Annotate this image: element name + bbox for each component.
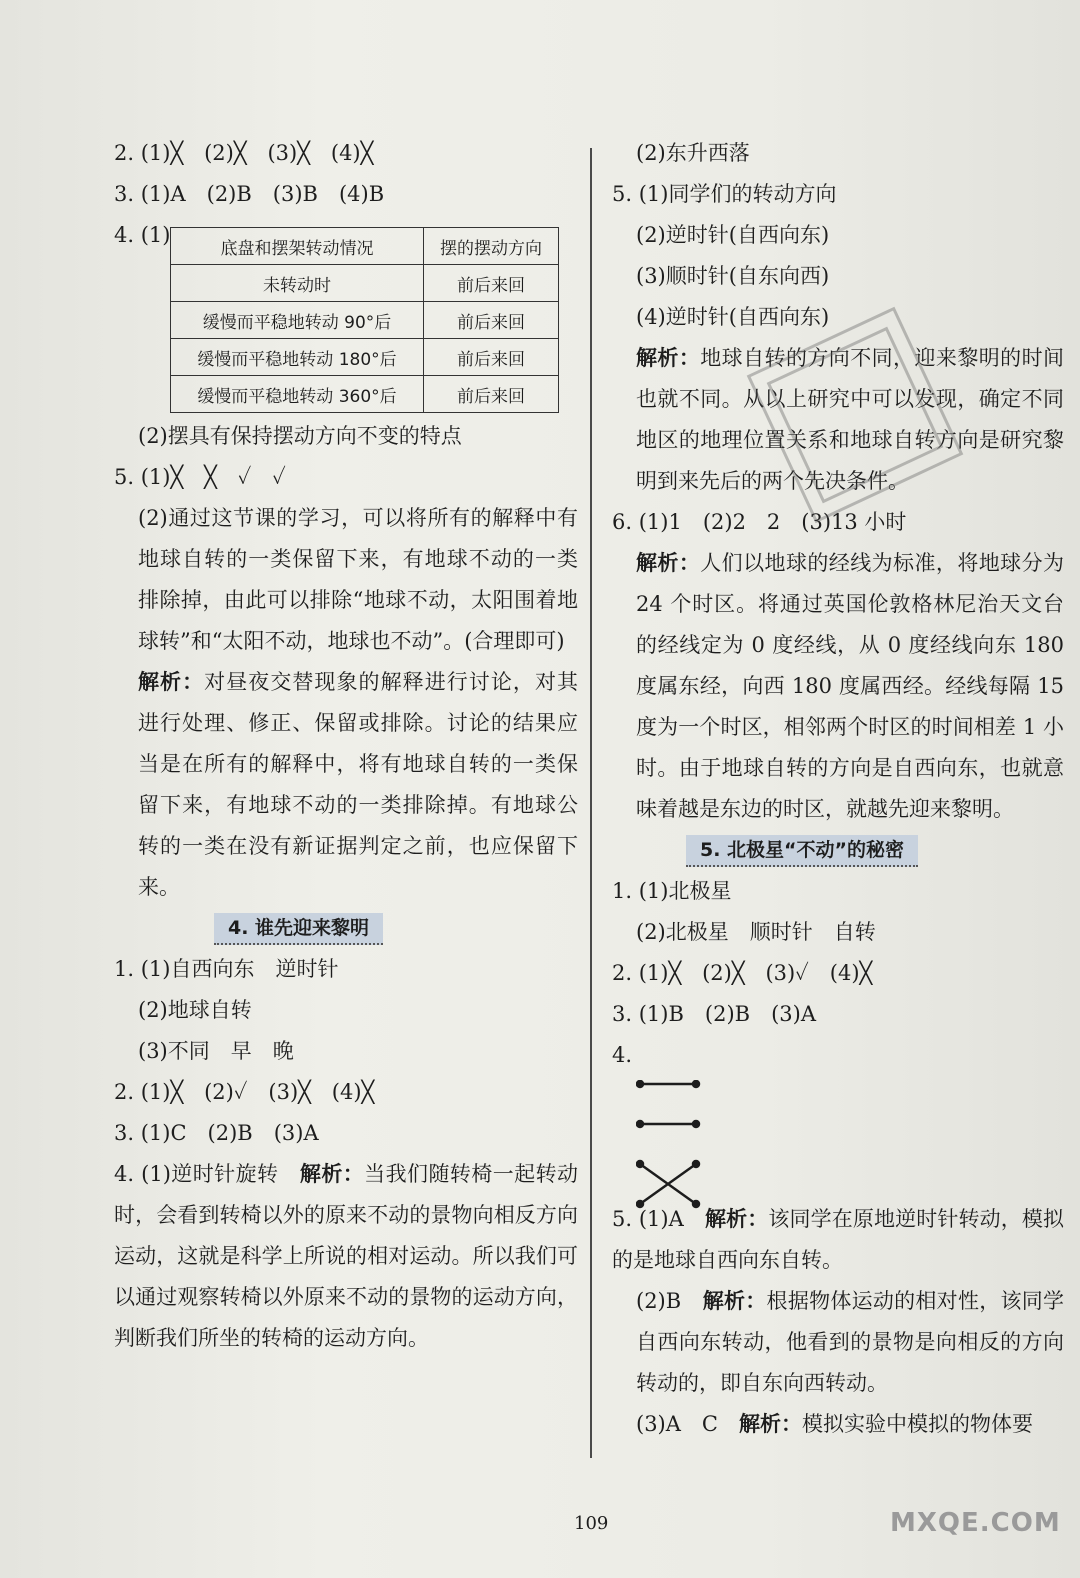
answer-2: 2. (1)╳ (2)╳ (3)╳ (4)╳ bbox=[114, 141, 374, 165]
answer-4-2: (2)摆具有保持摆动方向不变的特点 bbox=[138, 424, 462, 448]
analysis-label: 解析： bbox=[138, 670, 205, 694]
table-cell: 缓慢而平稳地转动 360°后 bbox=[171, 376, 424, 413]
match-dot bbox=[637, 1081, 643, 1087]
table-cell: 前后来回 bbox=[424, 265, 559, 302]
s5-answer-4: 4. bbox=[612, 1043, 633, 1067]
s5-answer-1a: 1. (1)北极星 bbox=[612, 879, 732, 903]
s4-answer-4-head: 4. (1)逆时针旋转 bbox=[114, 1162, 279, 1186]
r-answer-5-1: 5. (1)同学们的转动方向 bbox=[612, 182, 837, 206]
table-row bbox=[171, 265, 559, 302]
stamp-mark bbox=[745, 305, 965, 525]
column-divider bbox=[590, 148, 592, 1458]
section-4-header bbox=[114, 908, 578, 949]
analysis-label: 解析： bbox=[738, 1412, 802, 1436]
match-dot bbox=[637, 1121, 643, 1127]
r-analysis-5-text: 地球自转的方向不同，迎来黎明的时间也就不同。从以上研究中可以发现，确定不同地区的地理位置关系和地球自转方向是研究黎明到来先后的两个先决条件。 bbox=[636, 346, 1065, 493]
r-answer-5-4: (4)逆时针(自西向东) bbox=[636, 305, 830, 329]
s4-answer-1c: (3)不同 早 晚 bbox=[138, 1039, 294, 1063]
s5-answer-5b-head: (2)B bbox=[636, 1289, 682, 1313]
table-cell: 未转动时 bbox=[171, 265, 424, 302]
analysis-label: 解析： bbox=[636, 346, 701, 370]
table-header-cell: 摆的摆动方向 bbox=[424, 228, 559, 265]
answer-5-1: 5. (1)╳ ╳ ✓ ✓ bbox=[114, 465, 286, 489]
answer-4-label: 4. (1) bbox=[114, 223, 171, 247]
s4-analysis-4-text: 当我们随转椅一起转动时，会看到转椅以外的原来不动的景物向相反方向运动，这就是科学上所说的相对运动。所以我们可以通过观察转椅以外原来不动的景物的运动方向，判断我们所坐的转椅的运动方向。 bbox=[114, 1162, 579, 1350]
r-answer-5-3: (3)顺时针(自东向西) bbox=[636, 264, 830, 288]
table-header-row bbox=[171, 228, 559, 265]
r-answer-6: 6. (1)1 (2)2 2 (3)13 小时 bbox=[612, 510, 907, 534]
answer-5-2-text: (2)通过这节课的学习，可以将所有的解释中有地球自转的一类保留下来，有地球不动的一类排除掉，由此可以排除“地球不动，太阳围着地球转”和“太阳不动，地球也不动”。(合理即可) bbox=[138, 506, 578, 653]
table-cell: 缓慢而平稳地转动 180°后 bbox=[171, 339, 424, 376]
matching-lines-figure bbox=[636, 1080, 706, 1210]
match-dot bbox=[637, 1201, 643, 1207]
r-analysis-6 bbox=[612, 543, 1064, 830]
analysis-label: 解析： bbox=[702, 1289, 767, 1313]
table-cell: 前后来回 bbox=[424, 302, 559, 339]
table-row bbox=[171, 339, 559, 376]
table-row bbox=[171, 302, 559, 339]
match-dot bbox=[693, 1201, 699, 1207]
s4-answer-2: 2. (1)╳ (2)✓ (3)╳ (4)╳ bbox=[114, 1080, 375, 1104]
pendulum-table bbox=[170, 227, 559, 413]
analysis-5-text: 对昼夜交替现象的解释进行讨论，对其进行处理、修正、保留或排除。讨论的结果应当是在所有的解释中，将有地球自转的一类保留下来，有地球不动的一类排除掉。有地球公转的一类在没有新证据判定之前，也应保留下来。 bbox=[138, 670, 579, 899]
analysis-label: 解析： bbox=[636, 551, 701, 575]
match-dot bbox=[693, 1161, 699, 1167]
s5-analysis-5a-text: 该同学在原地逆时针转动，模拟的是地球自西向东自转。 bbox=[612, 1207, 1064, 1272]
table-cell: 前后来回 bbox=[424, 339, 559, 376]
analysis-label: 解析： bbox=[299, 1162, 365, 1186]
s5-analysis-5c-text: 模拟实验中模拟的物体要 bbox=[801, 1412, 1033, 1436]
s4-answer-3: 3. (1)C (2)B (3)A bbox=[114, 1121, 319, 1145]
page-number: 109 bbox=[574, 1513, 609, 1534]
s5-analysis-5b-text: 根据物体运动的相对性，该同学自西向东转动，他看到的景物是向相反的方向转动的，即自东向西转动。 bbox=[636, 1289, 1065, 1395]
s4-answer-4 bbox=[114, 1154, 578, 1359]
stamp-border bbox=[749, 309, 962, 522]
site-watermark: MXQE.COM bbox=[890, 1508, 1061, 1538]
s4-answer-1b: (2)地球自转 bbox=[138, 998, 252, 1022]
s5-answer-5c-head: (3)A C bbox=[636, 1412, 718, 1436]
analysis-5 bbox=[114, 662, 578, 908]
s5-answer-1b: (2)北极星 顺时针 自转 bbox=[636, 920, 876, 944]
s5-answer-5a-head: 5. (1)A bbox=[612, 1207, 684, 1231]
r-answer-5-2: (2)逆时针(自西向东) bbox=[636, 223, 830, 247]
r-answer-4-2: (2)东升西落 bbox=[636, 141, 750, 165]
match-dot bbox=[637, 1161, 643, 1167]
table-row bbox=[171, 376, 559, 413]
s5-answer-5 bbox=[612, 1199, 1064, 1445]
table-cell: 前后来回 bbox=[424, 376, 559, 413]
s5-answer-3: 3. (1)B (2)B (3)A bbox=[612, 1002, 816, 1026]
section-5-title: 5. 北极星“不动”的秘密 bbox=[686, 835, 918, 867]
s5-answer-2: 2. (1)╳ (2)╳ (3)✓ (4)╳ bbox=[612, 961, 873, 985]
match-dot bbox=[693, 1081, 699, 1087]
match-dot bbox=[693, 1121, 699, 1127]
table-header-cell: 底盘和摆架转动情况 bbox=[171, 228, 424, 265]
section-5-header bbox=[612, 830, 1064, 871]
r-analysis-6-text: 人们以地球的经线为标准，将地球分为 24 个时区。将通过英国伦敦格林尼治天文台的经线定为 0 度经线，从 0 度经线向东 180 度属东经，向西 180 度属西经。经线每隔 15 度为一个时区，相邻两个时区的时间相差 1 小时。由于地球自转的方向是自西向东，也就意味着越是东边的时区，就越先迎来黎明。 bbox=[636, 551, 1065, 821]
answer-3: 3. (1)A (2)B (3)B (4)B bbox=[114, 182, 385, 206]
table-cell: 缓慢而平稳地转动 90°后 bbox=[171, 302, 424, 339]
answer-5-2 bbox=[114, 498, 578, 908]
analysis-label: 解析： bbox=[705, 1207, 769, 1231]
s4-answer-1a: 1. (1)自西向东 逆时针 bbox=[114, 957, 339, 981]
section-4-title: 4. 谁先迎来黎明 bbox=[214, 913, 383, 945]
